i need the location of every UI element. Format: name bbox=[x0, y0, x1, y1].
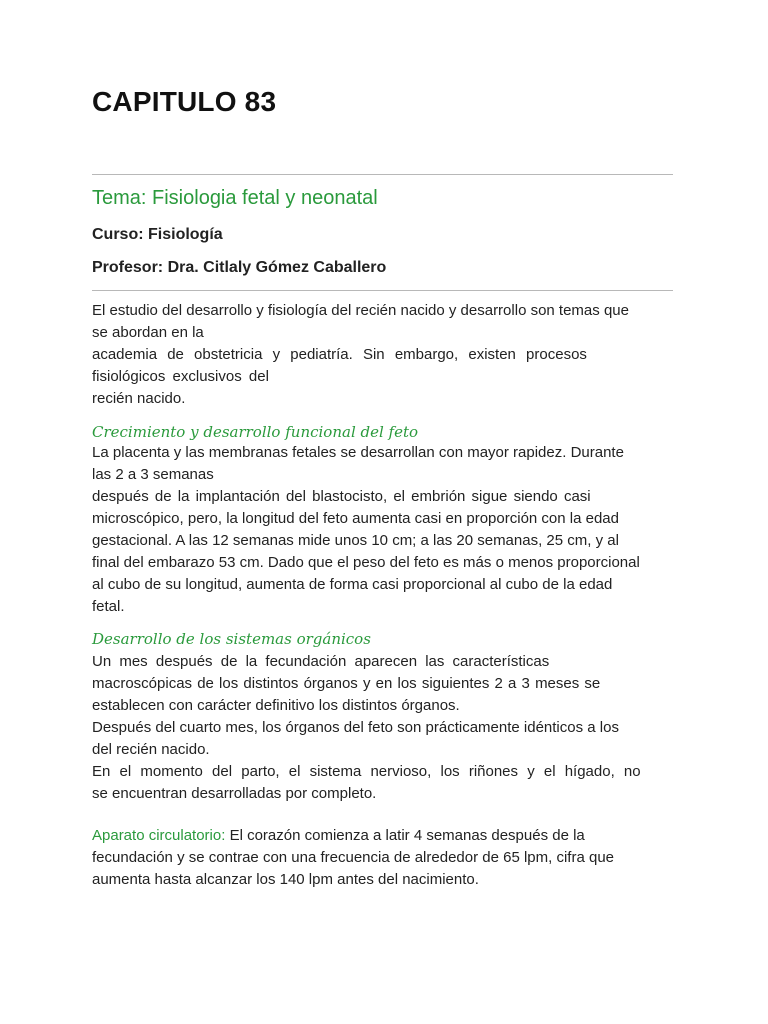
organs-line: se encuentran desarrolladas por completo. bbox=[92, 785, 377, 802]
growth-line: después de la implantación del blastocisto, el embrión sigue siendo casi bbox=[92, 488, 591, 505]
growth-line: gestacional. A las 12 semanas mide unos 10 cm; a las 20 semanas, 25 cm, y al bbox=[92, 532, 619, 549]
circulatory-paragraph bbox=[92, 825, 673, 891]
organs-line: Un mes después de la fecundación aparecen las características bbox=[92, 653, 550, 670]
growth-line: final del embarazo 53 cm. Dado que el peso del feto es más o menos proporcional bbox=[92, 554, 640, 571]
growth-line: fetal. bbox=[92, 598, 125, 615]
section-heading-growth: Crecimiento y desarrollo funcional del feto bbox=[92, 423, 419, 441]
circulatory-line: aumenta hasta alcanzar los 140 lpm antes del nacimiento. bbox=[92, 871, 479, 888]
organs-line: En el momento del parto, el sistema nervioso, los riñones y el hígado, no bbox=[92, 763, 641, 780]
organs-line: establecen con carácter definitivo los distintos órganos. bbox=[92, 697, 460, 714]
intro-line: recién nacido. bbox=[92, 390, 186, 407]
growth-line: las 2 a 3 semanas bbox=[92, 466, 214, 483]
growth-line: microscópico, pero, la longitud del feto aumenta casi en proporción con la edad bbox=[92, 510, 619, 527]
intro-line: academia de obstetricia y pediatría. Sin embargo, existen procesos bbox=[92, 346, 587, 363]
circulatory-line: fecundación y se contrae con una frecuencia de alrededor de 65 lpm, cifra que bbox=[92, 849, 614, 866]
growth-line: La placenta y las membranas fetales se desarrollan con mayor rapidez. Durante bbox=[92, 444, 624, 461]
divider-top bbox=[92, 174, 673, 175]
circulatory-line: El corazón comienza a latir 4 semanas después de la bbox=[225, 827, 585, 844]
intro-line: El estudio del desarrollo y fisiología del recién nacido y desarrollo son temas que bbox=[92, 302, 629, 319]
professor-label: Profesor: Dra. Citlaly Gómez Caballero bbox=[92, 259, 387, 276]
organs-line: Después del cuarto mes, los órganos del feto son prácticamente idénticos a los bbox=[92, 719, 619, 736]
chapter-title: CAPITULO 83 bbox=[92, 86, 277, 117]
intro-paragraph bbox=[92, 300, 673, 410]
intro-line: fisiológicos exclusivos del bbox=[92, 368, 269, 385]
intro-line: se abordan en la bbox=[92, 324, 204, 341]
course-label: Curso: Fisiología bbox=[92, 226, 223, 243]
growth-line: al cubo de su longitud, aumenta de forma casi proporcional al cubo de la edad bbox=[92, 576, 613, 593]
growth-paragraph bbox=[92, 442, 673, 618]
organs-line: macroscópicas de los distintos órganos y en los siguientes 2 a 3 meses se bbox=[92, 675, 601, 692]
section-heading-organs: Desarrollo de los sistemas orgánicos bbox=[92, 630, 371, 648]
organs-paragraph bbox=[92, 651, 673, 805]
organs-line: del recién nacido. bbox=[92, 741, 210, 758]
topic-heading: Tema: Fisiologia fetal y neonatal bbox=[92, 187, 378, 209]
circulatory-first-line bbox=[92, 825, 673, 847]
divider-bottom bbox=[92, 290, 673, 291]
circulatory-label: Aparato circulatorio: bbox=[92, 827, 226, 844]
